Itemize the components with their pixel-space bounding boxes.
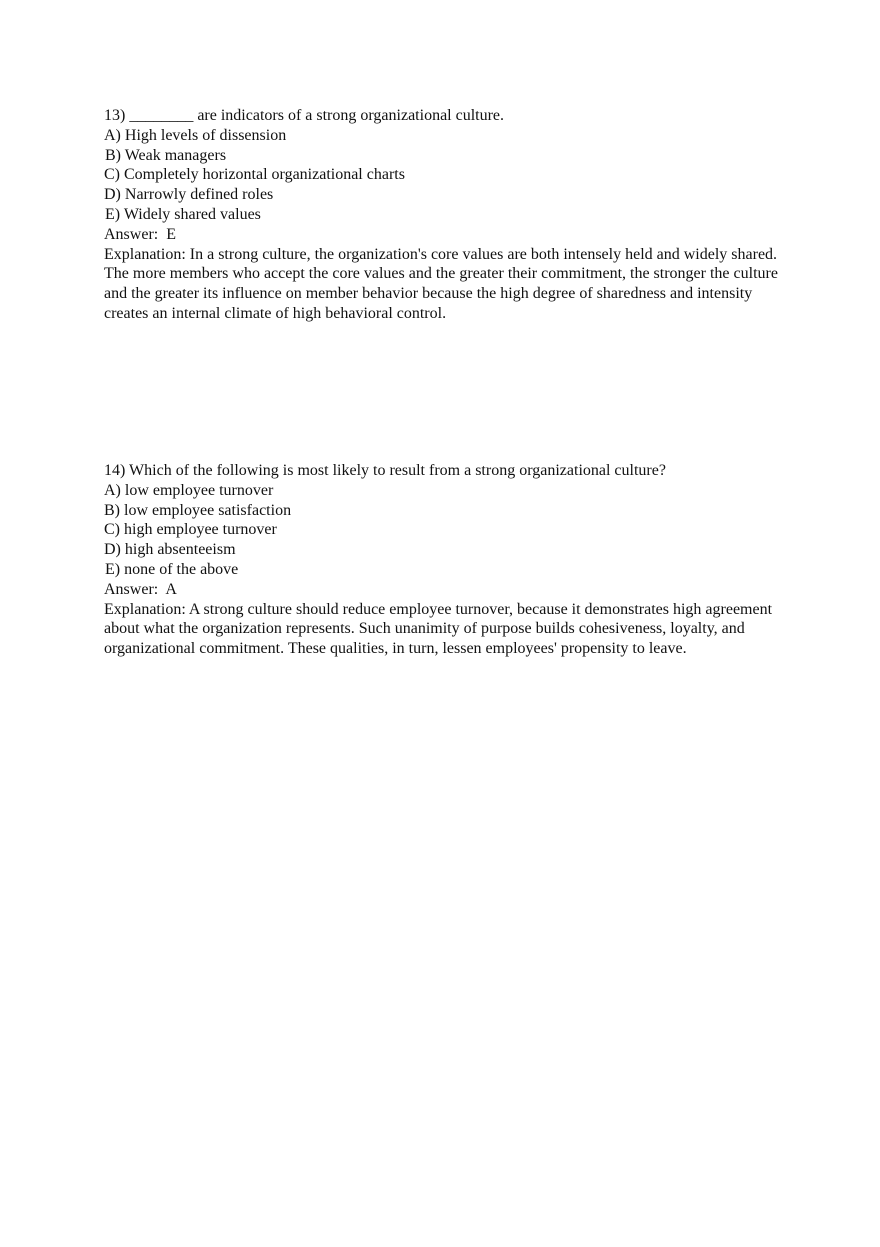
answer-line: Answer: E	[104, 225, 176, 243]
option-b: B) low employee satisfaction	[104, 501, 292, 519]
question-13	[104, 106, 794, 324]
option-e: E) none of the above	[105, 560, 239, 578]
question-stem: 13) ________ are indicators of a strong organizational culture.	[104, 107, 505, 124]
explanation-text: Explanation: In a strong culture, the organization's core values are both intensely held and widely shared. The more members who accept the core values and the greater their commitment, the stronger the culture and the greater its influence on member behavior because the high degree of sharedness and intensity creates an internal climate of high behavioral control.	[104, 245, 778, 322]
option-d: D) Narrowly defined roles	[104, 186, 274, 204]
option-a: A) low employee turnover	[104, 481, 274, 499]
option-d: D) high absenteeism	[104, 541, 236, 559]
question-stem: 14) Which of the following is most likely to result from a strong organizational culture?	[104, 462, 666, 479]
option-b: B) Weak managers	[105, 146, 227, 164]
answer-line: Answer: A	[104, 580, 177, 598]
option-c: C) Completely horizontal organizational charts	[104, 166, 405, 184]
option-c: C) high employee turnover	[104, 521, 277, 539]
explanation-text: Explanation: A strong culture should reduce employee turnover, because it demonstrates high agreement about what the organization represents. Such unanimity of purpose builds cohesiveness, loyalty, and organizational commitment. These qualities, in turn, lessen employees' propensity to leave.	[104, 600, 773, 658]
option-e: E) Widely shared values	[105, 205, 261, 223]
question-14	[104, 461, 794, 659]
option-a: A) High levels of dissension	[104, 126, 287, 144]
